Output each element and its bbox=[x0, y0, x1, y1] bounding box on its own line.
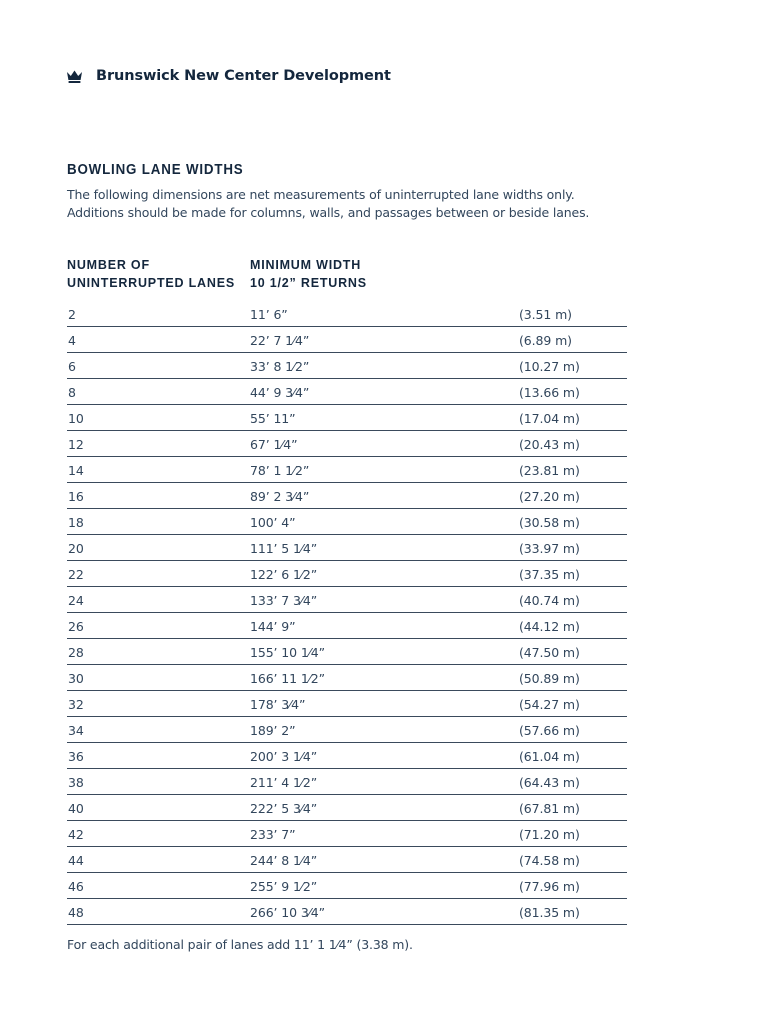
crown-icon bbox=[67, 70, 82, 83]
metric-cell: (27.20 m) bbox=[519, 489, 580, 504]
table-row bbox=[67, 301, 627, 327]
table-row bbox=[67, 483, 627, 509]
lanes-cell: 40 bbox=[68, 801, 84, 816]
column-header-lanes bbox=[67, 256, 235, 292]
lanes-cell: 8 bbox=[68, 385, 76, 400]
lanes-cell: 30 bbox=[68, 671, 84, 686]
column-header-lanes-line1: NUMBER OF bbox=[67, 258, 150, 272]
metric-cell: (3.51 m) bbox=[519, 307, 572, 322]
width-cell: 100’ 4” bbox=[250, 515, 296, 530]
metric-cell: (67.81 m) bbox=[519, 801, 580, 816]
lanes-cell: 38 bbox=[68, 775, 84, 790]
width-cell: 11’ 6” bbox=[250, 307, 288, 322]
intro-line-1: The following dimensions are net measurements of uninterrupted lane widths only. bbox=[67, 187, 575, 202]
lanes-cell: 46 bbox=[68, 879, 84, 894]
metric-cell: (77.96 m) bbox=[519, 879, 580, 894]
metric-cell: (30.58 m) bbox=[519, 515, 580, 530]
column-header-width-line2: 10 1/2” RETURNS bbox=[250, 276, 367, 290]
brand-name: Brunswick New Center Development bbox=[96, 68, 391, 84]
width-cell: 44’ 9 3⁄4” bbox=[250, 385, 310, 400]
lanes-cell: 34 bbox=[68, 723, 84, 738]
width-cell: 178’ 3⁄4” bbox=[250, 697, 306, 712]
intro-line-2: Additions should be made for columns, walls, and passages between or beside lanes. bbox=[67, 205, 590, 220]
table-row bbox=[67, 457, 627, 483]
width-cell: 22’ 7 1⁄4” bbox=[250, 333, 310, 348]
footnote: For each additional pair of lanes add 11’ 1 1⁄4” (3.38 m). bbox=[67, 937, 413, 952]
width-cell: 33’ 8 1⁄2” bbox=[250, 359, 310, 374]
metric-cell: (13.66 m) bbox=[519, 385, 580, 400]
lanes-cell: 24 bbox=[68, 593, 84, 608]
section-title: BOWLING LANE WIDTHS bbox=[67, 162, 244, 178]
metric-cell: (54.27 m) bbox=[519, 697, 580, 712]
width-cell: 211’ 4 1⁄2” bbox=[250, 775, 318, 790]
metric-cell: (33.97 m) bbox=[519, 541, 580, 556]
width-cell: 266’ 10 3⁄4” bbox=[250, 905, 325, 920]
intro-text bbox=[67, 186, 687, 222]
lanes-cell: 44 bbox=[68, 853, 84, 868]
width-cell: 233’ 7” bbox=[250, 827, 296, 842]
table-row bbox=[67, 821, 627, 847]
table-row bbox=[67, 743, 627, 769]
width-cell: 89’ 2 3⁄4” bbox=[250, 489, 310, 504]
lanes-cell: 36 bbox=[68, 749, 84, 764]
table-row bbox=[67, 769, 627, 795]
table-row bbox=[67, 613, 627, 639]
metric-cell: (61.04 m) bbox=[519, 749, 580, 764]
width-cell: 144’ 9” bbox=[250, 619, 296, 634]
column-header-lanes-line2: UNINTERRUPTED LANES bbox=[67, 276, 235, 290]
lanes-cell: 12 bbox=[68, 437, 84, 452]
width-cell: 78’ 1 1⁄2” bbox=[250, 463, 310, 478]
width-cell: 222’ 5 3⁄4” bbox=[250, 801, 318, 816]
width-cell: 122’ 6 1⁄2” bbox=[250, 567, 318, 582]
width-cell: 189’ 2” bbox=[250, 723, 296, 738]
metric-cell: (20.43 m) bbox=[519, 437, 580, 452]
width-cell: 200’ 3 1⁄4” bbox=[250, 749, 318, 764]
metric-cell: (50.89 m) bbox=[519, 671, 580, 686]
metric-cell: (6.89 m) bbox=[519, 333, 572, 348]
table-row bbox=[67, 587, 627, 613]
table-row bbox=[67, 717, 627, 743]
table-row bbox=[67, 873, 627, 899]
lanes-cell: 22 bbox=[68, 567, 84, 582]
lanes-cell: 14 bbox=[68, 463, 84, 478]
width-cell: 244’ 8 1⁄4” bbox=[250, 853, 318, 868]
width-cell: 255’ 9 1⁄2” bbox=[250, 879, 318, 894]
table-row bbox=[67, 795, 627, 821]
metric-cell: (17.04 m) bbox=[519, 411, 580, 426]
table-row bbox=[67, 509, 627, 535]
lanes-cell: 20 bbox=[68, 541, 84, 556]
table-row bbox=[67, 847, 627, 873]
table-row bbox=[67, 379, 627, 405]
lanes-cell: 28 bbox=[68, 645, 84, 660]
width-cell: 67’ 1⁄4” bbox=[250, 437, 298, 452]
metric-cell: (71.20 m) bbox=[519, 827, 580, 842]
table-row bbox=[67, 405, 627, 431]
lane-width-table bbox=[67, 301, 627, 925]
width-cell: 111’ 5 1⁄4” bbox=[250, 541, 318, 556]
table-row bbox=[67, 665, 627, 691]
lanes-cell: 4 bbox=[68, 333, 76, 348]
metric-cell: (10.27 m) bbox=[519, 359, 580, 374]
table-row bbox=[67, 535, 627, 561]
table-row bbox=[67, 431, 627, 457]
lanes-cell: 26 bbox=[68, 619, 84, 634]
width-cell: 166’ 11 1⁄2” bbox=[250, 671, 325, 686]
width-cell: 55’ 11” bbox=[250, 411, 296, 426]
metric-cell: (40.74 m) bbox=[519, 593, 580, 608]
lanes-cell: 10 bbox=[68, 411, 84, 426]
width-cell: 155’ 10 1⁄4” bbox=[250, 645, 325, 660]
metric-cell: (47.50 m) bbox=[519, 645, 580, 660]
metric-cell: (57.66 m) bbox=[519, 723, 580, 738]
metric-cell: (23.81 m) bbox=[519, 463, 580, 478]
lanes-cell: 6 bbox=[68, 359, 76, 374]
table-row bbox=[67, 353, 627, 379]
table-row bbox=[67, 639, 627, 665]
metric-cell: (74.58 m) bbox=[519, 853, 580, 868]
table-row bbox=[67, 899, 627, 925]
metric-cell: (64.43 m) bbox=[519, 775, 580, 790]
table-row bbox=[67, 561, 627, 587]
lanes-cell: 42 bbox=[68, 827, 84, 842]
metric-cell: (37.35 m) bbox=[519, 567, 580, 582]
lanes-cell: 2 bbox=[68, 307, 76, 322]
lanes-cell: 16 bbox=[68, 489, 84, 504]
metric-cell: (44.12 m) bbox=[519, 619, 580, 634]
table-row bbox=[67, 691, 627, 717]
lanes-cell: 32 bbox=[68, 697, 84, 712]
width-cell: 133’ 7 3⁄4” bbox=[250, 593, 318, 608]
column-header-width-line1: MINIMUM WIDTH bbox=[250, 258, 362, 272]
lanes-cell: 18 bbox=[68, 515, 84, 530]
page-header bbox=[67, 68, 391, 84]
lanes-cell: 48 bbox=[68, 905, 84, 920]
table-row bbox=[67, 327, 627, 353]
column-header-width bbox=[250, 256, 367, 292]
metric-cell: (81.35 m) bbox=[519, 905, 580, 920]
